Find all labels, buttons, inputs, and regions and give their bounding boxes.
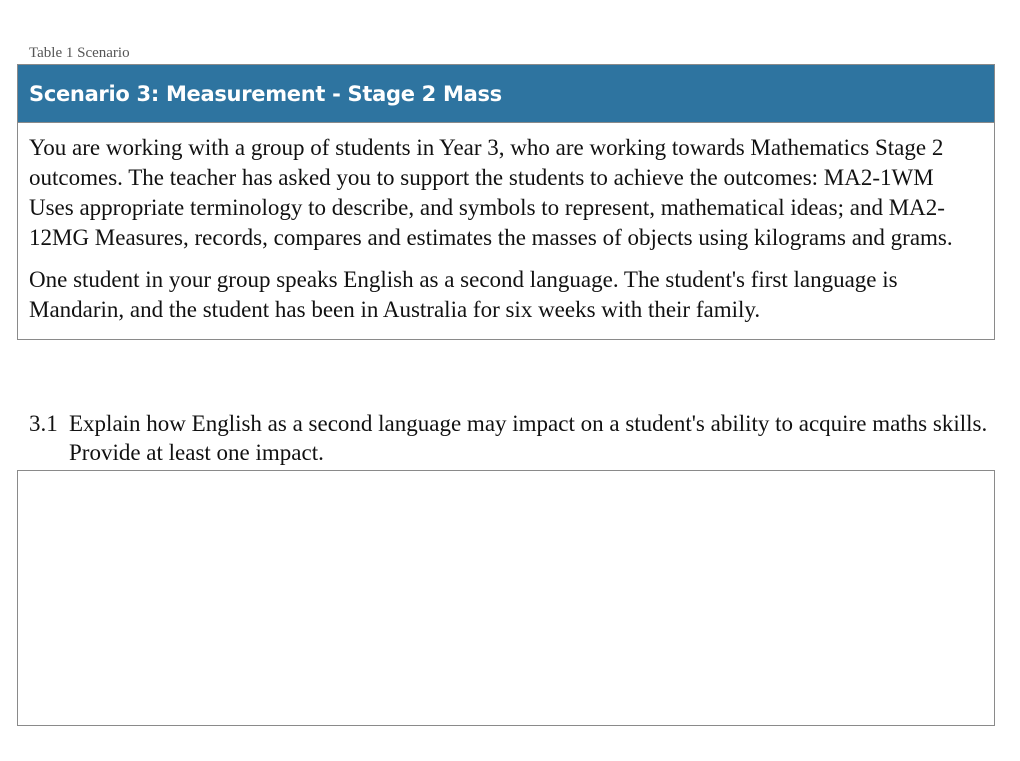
question-number: 3.1: [29, 411, 58, 436]
scenario-header: [18, 65, 994, 123]
scenario-title: Scenario 3: Measurement - Stage 2 Mass: [29, 81, 502, 106]
scenario-table: [17, 64, 995, 340]
table-caption: Table 1 Scenario: [29, 45, 130, 61]
scenario-paragraph: One student in your group speaks English as a second language. The student's first language is Mandarin, and the student has been in Australia for six weeks with their family.: [29, 267, 898, 322]
answer-box[interactable]: [17, 470, 995, 726]
question-text: Explain how English as a second language may impact on a student's ability to acquire maths skills. Provide at least one impact.: [69, 411, 988, 465]
scenario-body: [18, 123, 994, 339]
scenario-paragraph: You are working with a group of students in Year 3, who are working towards Mathematics Stage 2 outcomes. The teacher has asked you to support the students to achieve the outcomes: MA2-1WM Uses appropriate terminology to describe, and symbols to represent, mathematical ideas; and MA2-12MG Measures, records, compares and estimates the masses of objects using kilograms and grams.: [29, 135, 953, 250]
question: [29, 409, 989, 467]
